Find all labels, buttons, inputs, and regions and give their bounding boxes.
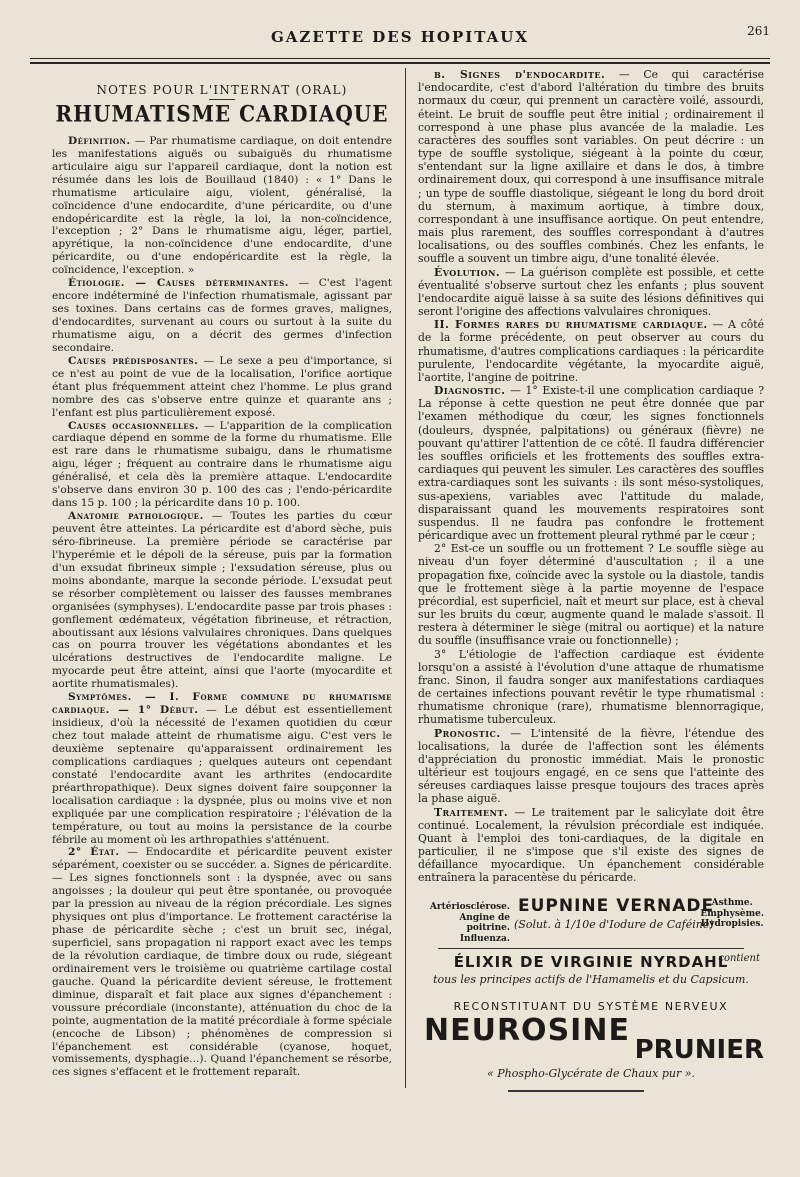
paragraph-lead: Diagnostic.	[434, 384, 506, 398]
paragraph-lead: Évolution.	[434, 265, 501, 279]
paragraph-lead: b. Signes d'endocardite.	[434, 68, 606, 81]
end-rule	[508, 1090, 644, 1092]
paragraph	[418, 648, 764, 727]
ad-elixir-contient: contient	[718, 953, 760, 964]
paragraph	[52, 355, 392, 420]
paragraph-text: 2° Est-ce un souffle ou un frottement ? Le souffle siège au niveau d'un foyer déterminé d'auscultation ; il a une propagation fixe, coïncide avec la systole ou la diastole, tandis que le frottement siège à la partie moyenne de l'espace précordial, est superficiel, naît et meurt sur place, est à cheval sur les bruits du cœur, augmente quand le malade s'assoit. Il restera à déterminer le siège (mitral ou aortique) et la nature du souffle (insuffisance vraie ou fonctionnelle) ;	[418, 542, 764, 648]
ad-neurosine	[418, 1013, 764, 1065]
left-column	[52, 78, 392, 1079]
paragraph	[52, 420, 392, 511]
paragraph-text: — Endocardite et péricardite peuvent exister séparément, coexister ou se succéder. a. Signes de péricardite. — Les signes fonctionnels sont : la dyspnée, avec ou sans angoisses ; la douleur qui peut être spontanée, ou provoquée par la pression au niveau de la région précordiale. Les signes physiques ont plus d'importance. Le frottement caractérise la phase de péricardite sèche ; c'est un bruit sec, inégal, superficiel, sans propagation ni rapport exact avec les temps de la révolution cardiaque, de timbre doux ou rude, siégeant ordinairement vers le troisième ou quatrième cartilage costal gauche. Quand la péricardite devient séreuse, le frottement diminue, disparaît et fait place aux signes d'épanchement : voussure précordiale (inconstante), atténuation du choc de la pointe, augmentation de la matité précordiale à forme spéciale (encoche de Libson) ; phénomènes de compression si l'épanchement est considérable (cyanose, hoquet, vomissements, dysphagie...). Quand l'épanchement se résorbe, ces signes s'effacent et le frottement reparaît.	[52, 846, 393, 1079]
ad-eupnine-subtitle: (Solut. à 1/10e d'Iodure de Caféine)	[514, 918, 714, 931]
paragraph-text: — La guérison complète est possible, et cette éventualité s'observe surtout chez les enfants ; plus souvent l'endocardite aiguë laisse à sa suite des lésions définitives qui seront l'origine des affections valvulaires chroniques.	[418, 265, 764, 319]
paragraph-lead: Symptômes. — I. Forme commune du rhumatisme cardiaque. — 1° Début.	[52, 691, 392, 717]
journal-title: GAZETTE DES HOPITAUX	[270, 28, 529, 46]
ad-line: Artériosclérose.	[429, 902, 510, 912]
paragraph	[418, 384, 764, 542]
right-paragraphs	[418, 68, 764, 885]
ad-line: Asthme.	[711, 898, 753, 908]
paragraph-lead: Pronostic.	[434, 726, 501, 740]
ad-elixir	[418, 953, 764, 973]
ad-neurosine-top: RECONSTITUANT DU SYSTÈME NERVEUX	[453, 1000, 729, 1013]
paragraph-lead: Anatomie pathologique.	[68, 510, 204, 523]
left-paragraphs	[52, 135, 392, 1079]
header-rule	[30, 58, 770, 59]
ad-line: Angine de poitrine.	[459, 912, 510, 933]
paragraph-lead: Définition.	[68, 134, 131, 147]
paragraph-text: — Le début est essentiellement insidieux, d'où la nécessité de l'examen quotidien du cœur chez tout malade atteint de rhumatisme aigu. C'est vers le deuxième septenaire qu'apparaissent ordinairement les complications cardiaques ; quelques auteurs ont cependant constaté l'endocardite avant les arthrites (endocardite préarthropathique). Deux signes doivent faire soupçonner la localisation cardiaque : la dyspnée, plus ou moins vive et non expliquée par une complication respiratoire ; l'élévation de la température, ou tout au moins la persistance de la courbe fébrile au moment où les arthropathies s'atténuent.	[52, 704, 393, 846]
article-title: RHUMATISME CARDIAQUE	[55, 100, 389, 128]
paragraph-lead: Étiologie. — Causes déterminantes.	[68, 277, 289, 290]
ad-separator	[438, 948, 744, 949]
ad-neurosine-bottom: « Phospho-Glycérate de Chaux pur ».	[487, 1067, 695, 1080]
paragraph-text: — C'est l'agent encore indéterminé de l'infection rhumatismale, agissant par ses toxines. Dans certains cas de formes graves, malignes, d'endocardites, survenant au cours ou surtout à la suite du rhumatisme aigu, on a décrit des germes d'infection secondaire.	[52, 277, 392, 354]
ad-eupnine	[418, 896, 764, 946]
advertisements	[418, 896, 764, 1092]
header-rule-thick	[30, 62, 770, 64]
paragraph	[418, 266, 764, 319]
paragraph	[418, 806, 764, 885]
page-header	[30, 22, 770, 58]
paragraph-text: — Le sexe a peu d'importance, si ce n'est au point de vue de la localisation, l'orifice aortique étant plus fréquemment atteint chez l'homme. Le plus grand nombre des cas s'observe entre quinze et quarante ans ; l'enfant est plus particulièrement exposé.	[52, 354, 393, 419]
ad-neurosine-name: NEUROSINE	[424, 1013, 630, 1048]
paragraph	[418, 727, 764, 806]
paragraph	[418, 68, 764, 266]
paragraph-lead: Causes occasionnelles.	[68, 419, 199, 432]
ad-elixir-line: tous les principes actifs de l'Hamamelis et du Capsicum.	[433, 973, 749, 986]
paragraph-lead: Traitement.	[434, 805, 509, 819]
ad-prunier-name: PRUNIER	[634, 1035, 764, 1065]
paragraph-lead: 2° État.	[68, 846, 120, 859]
right-column	[418, 68, 764, 885]
paragraph-text: — Toutes les parties du cœur peuvent être atteintes. La péricardite est d'abord sèche, puis séro-fibrineuse. La première période se caractérise par l'hyperémie et le dépoli de la séreuse, puis par la formation d'un exsudat fibrineux simple ; l'exsudation séreuse, plus ou moins abondante, marque la seconde période. L'exsudat peut se résorber complètement ou laisser des fausses membranes organisées (symphyses). L'endocardite passe par trois phases : gonflement œdémateux, végétation fibrineuse, et rétraction, aboutissant aux lésions valvulaires chroniques. Dans quelques cas on pourra trouver les végétations abondantes et les ulcérations destructives de l'endocardite maligne. Le myocarde peut être atteint, ainsi que l'aorte (myocardite et aortite rhumatismales).	[52, 510, 393, 691]
paragraph	[52, 846, 392, 1079]
paragraph-text: — Ce qui caractérise l'endocardite, c'est d'abord l'altération du timbre des bruits normaux du cœur, qui prennent un caractère voilé, assourdi, éteint. Le bruit de souffle peut être initial ; ordinairement il correspond à une phase plus avancée de la maladie. Les caractères des souffles sont variables. On peut décrire : un type de souffle systolique, siégeant à la pointe du cœur, s'entendant sur la ligne axillaire et dans le dos, à timbre ordinairement doux, qui correspond à une insuffisance mitrale ; un type de souffle diastolique, siégeant le long du bord droit du sternum, à maximum aortique, à timbre doux, correspondant à une insuffisance aortique. On peut entendre, mais plus rarement, des souffles correspondant à d'autres localisations, ou des souffles combinés. Chez les enfants, le souffle a souvent un timbre aigu, d'une tonalité élevée.	[418, 68, 764, 266]
ad-eupnine-name: EUPNINE VERNADE	[518, 896, 715, 916]
ad-elixir-name: ÉLIXIR DE VIRGINIE NYRDAHL	[453, 953, 729, 971]
paragraph-text: — 1° Existe-t-il une complication cardiaque ? La réponse à cette question ne peut être donnée que par l'examen méthodique du cœur, les signes fonctionnels (douleurs, dyspnée, palpitations) ou généraux (fièvre) ne pouvant qu'attirer l'attention de ce côté. Il faudra différencier les souffles orificiels et les frottements des souffles extra-cardiaques qui peuvent les simuler. Les caractères des souffles extra-cardiaques sont les suivants : ils sont méso-systoliques, sus-apexiens, variables avec l'attitude du malade, disparaissant quand les mouvements respiratoires sont suspendus. Il ne faudra pas confondre le frottement péricardique avec un frottement pleural rythmé par le cœur ;	[418, 384, 764, 543]
ad-eupnine-indications	[418, 902, 510, 944]
paragraph	[418, 318, 764, 384]
paragraph	[52, 277, 392, 355]
paragraph-lead: Causes prédisposantes.	[68, 354, 199, 367]
paragraph-text: — Le traitement par le salicylate doit être continué. Localement, la révulsion précordiale est indiquée. Quant à l'emploi des toni-cardiaques, de la digitale en particulier, il ne s'impose que s'il existe des signes de défaillance myocardique. Un épanchement considérable entraînera la paracentèse du péricarde.	[418, 805, 764, 885]
ad-line: Influenza.	[459, 933, 510, 944]
paragraph-text: 3° L'étiologie de l'affection cardiaque est évidente lorsqu'on a assisté à l'évolution d'une attaque de rhumatisme franc. Sinon, il faudra songer aux manifestations cardiaques de certaines infections pouvant revêtir le type rhumatismal : rhumatisme chronique (rare), rhumatisme blennorragique, rhumatisme tuberculeux.	[418, 647, 764, 727]
paragraph	[52, 135, 392, 277]
paragraph	[52, 691, 392, 846]
section-label: NOTES POUR L'INTERNAT (ORAL)	[96, 83, 348, 97]
paragraph-text: — L'intensité de la fièvre, l'étendue des localisations, la durée de l'affection sont les éléments d'appréciation du pronostic immédiat. Mais le pronostic ultérieur est toujours engagé, en ce sens que l'atteinte des séreuses cardiaques laisse presque toujours des traces après la phase aiguë.	[418, 726, 765, 806]
paragraph-text: — Par rhumatisme cardiaque, on doit entendre les manifestations aiguës ou subaiguës du rhumatisme articulaire aigu sur l'appareil cardiaque, dont la notion est résumée dans les lois de Bouillaud (1840) : « 1° Dans le rhumatisme articulaire aigu, violent, généralisé, la coïncidence d'une endocardite, d'une péricardite, ou d'une endopéricardite est la règle, la loi, la non-coïncidence, l'exception ; 2° Dans le rhumatisme aigu, léger, partiel, apyrétique, la non-coïncidence d'une endocardite, d'une péricardite, ou d'une endopéricardite est la règle, la coïncidence, l'exception. »	[52, 134, 392, 277]
page-number: 261	[747, 24, 770, 38]
paragraph-text: — L'apparition de la complication cardiaque dépend en somme de la forme du rhumatisme. Elle est rare dans le rhumatisme subaigu, dans le rhumatisme aigu, léger ; fréquent au contraire dans le rhumatisme aigu généralisé, et cela dès la première attaque. L'endocardite s'observe dans environ 30 p. 100 des cas ; l'endo-péricardite dans 15 p. 100 ; la péricardite dans 10 p. 100.	[52, 419, 392, 510]
paragraph-text: — A côté de la forme précédente, on peut observer au cours du rhumatisme, d'autres complications cardiaques : la péricardite purulente, l'endocardite végétante, la myocardite aiguë, l'aortite, l'angine de poitrine.	[418, 318, 765, 384]
ad-eupnine-uses	[700, 898, 764, 930]
column-divider	[405, 68, 406, 1088]
ad-line: Emphysème.	[700, 908, 764, 919]
paragraph-lead: II. Formes rares du rhumatisme cardiaque.	[434, 318, 708, 332]
ad-line: Hydropisies.	[700, 919, 764, 929]
paragraph	[418, 542, 764, 647]
paragraph	[52, 510, 392, 691]
